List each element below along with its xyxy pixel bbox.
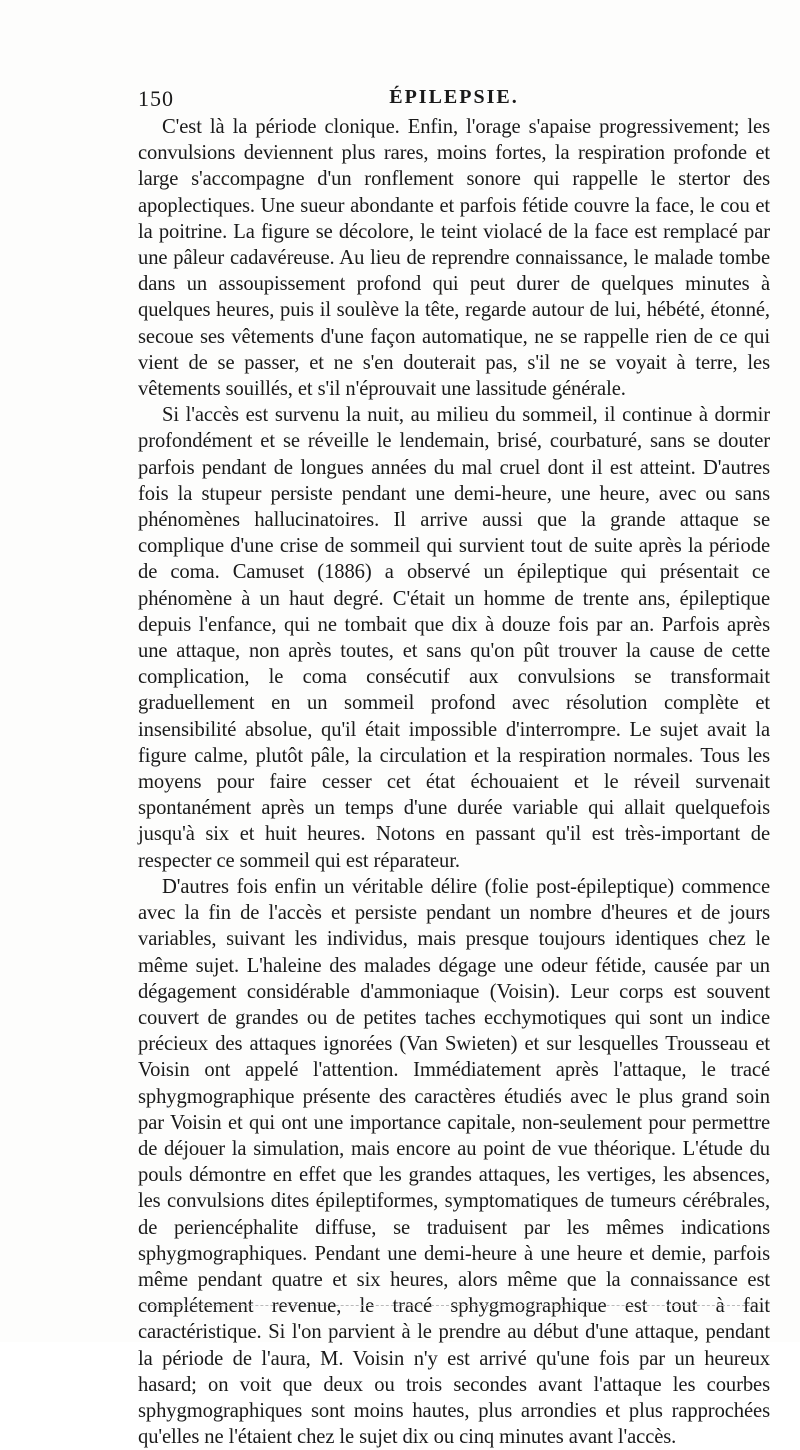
running-head [138, 86, 770, 116]
body-text [138, 114, 770, 1450]
paragraph-clonic-period: C'est là la période clonique. Enfin, l'orage s'apaise progressivement; les convulsions deviennent plus rares, moins fortes, la respiration profonde et large s'accompagne d'un ronflement sonore qui rappelle le stertor des apoplectiques. Une sueur abondante et parfois fétide couvre la face, le cou et la poitrine. La figure se décolore, le teint violacé de la face est remplacé par une pâleur cadavéreuse. Au lieu de reprendre connaissance, le malade tombe dans un assoupissement profond qui peut durer de quelques minutes à quelques heures, puis il soulève la tête, regarde autour de lui, hébété, étonné, secoue ses vêtements d'une façon automatique, ne se rappelle rien de ce qui vient de se passer, et ne s'en douterait pas, s'il ne se voyait à terre, les vêtements souillés, et s'il n'éprouvait une lassitude générale. [138, 116, 770, 401]
paragraph-post-epileptic-delirium: D'autres fois enfin un véritable délire (folie post-épileptique) commence avec la fin de l'accès et persiste pendant un nombre d'heures et de jours variables, suivant les individus, mais presque toujours identiques chez le même sujet. L'haleine des malades dégage une odeur fétide, causée par un dégagement considérable d'ammoniaque (Voisin). Leur corps est souvent couvert de grandes ou de petites taches ecchymotiques qui sont un indice précieux des attaques ignorées (Van Swieten) et sur lesquelles Trousseau et Voisin ont appelé l'attention. Immédiatement après l'attaque, le tracé sphygmographique présente des caractères étudiés avec le plus grand soin par Voisin et qui ont une importance capitale, non-seulement pour permettre de déjouer la simulation, mais encore au point de vue théorique. L'étude du pouls démontre en effet que les grandes attaques, les vertiges, les absences, les convulsions dites épileptiformes, symptomatiques de tumeurs cérébrales, de periencéphalite diffuse, se traduisent par les mêmes indications sphygmographiques. Pendant une demi-heure à une heure et demie, parfois même pendant quatre et six heures, alors même que la connaissance est complétement revenue, le tracé sphygmographique est tout à fait caractéristique. Si l'on parvient à le prendre au début d'une attaque, pendant la période de l'aura, M. Voisin n'y est arrivé qu'une fois par un heureux hasard; on voit que deux ou trois secondes avant l'attaque les courbes sphygmographiques sont moins hautes, plus arrondies et plus rapprochées qu'elles ne l'étaient chez le sujet dix ou cinq minutes avant l'accès. [138, 875, 770, 1449]
paragraph-night-attack: Si l'accès est survenu la nuit, au milieu du sommeil, il continue à dormir profondément et se réveille le lendemain, brisé, courbaturé, sans se douter parfois pendant de longues années du mal cruel dont il est atteint. D'autres fois la stupeur persiste pendant une demi-heure, une heure, avec ou sans phénomènes hallucinatoires. Il arrive aussi que la grande attaque se complique d'une crise de sommeil qui survient tout de suite après la période de coma. Camuset (1886) a observé un épileptique qui présentait ce phénomène à un haut degré. C'était un homme de trente ans, épileptique depuis l'enfance, qui ne tombait que dix à douze fois par an. Parfois après une attaque, non après toutes, et sans qu'on pût trouver la cause de cette complication, le coma consécutif aux convulsions se transformait graduellement en un sommeil profond avec résolution complète et insensibilité absolue, qu'il était impossible d'interrompre. Le sujet avait la figure calme, plutôt pâle, la circulation et la respiration normales. Tous les moyens pour faire cesser cet état échouaient et le réveil survenait spontanément après un temps d'une durée variable qui allait quelquefois jusqu'à six et huit heures. Notons en passant qu'il est très-important de respecter ce sommeil qui est réparateur. [138, 404, 770, 872]
footer-rule [145, 1305, 755, 1306]
page-number: 150 [138, 86, 174, 111]
running-title: ÉPILEPSIE. [389, 86, 519, 108]
